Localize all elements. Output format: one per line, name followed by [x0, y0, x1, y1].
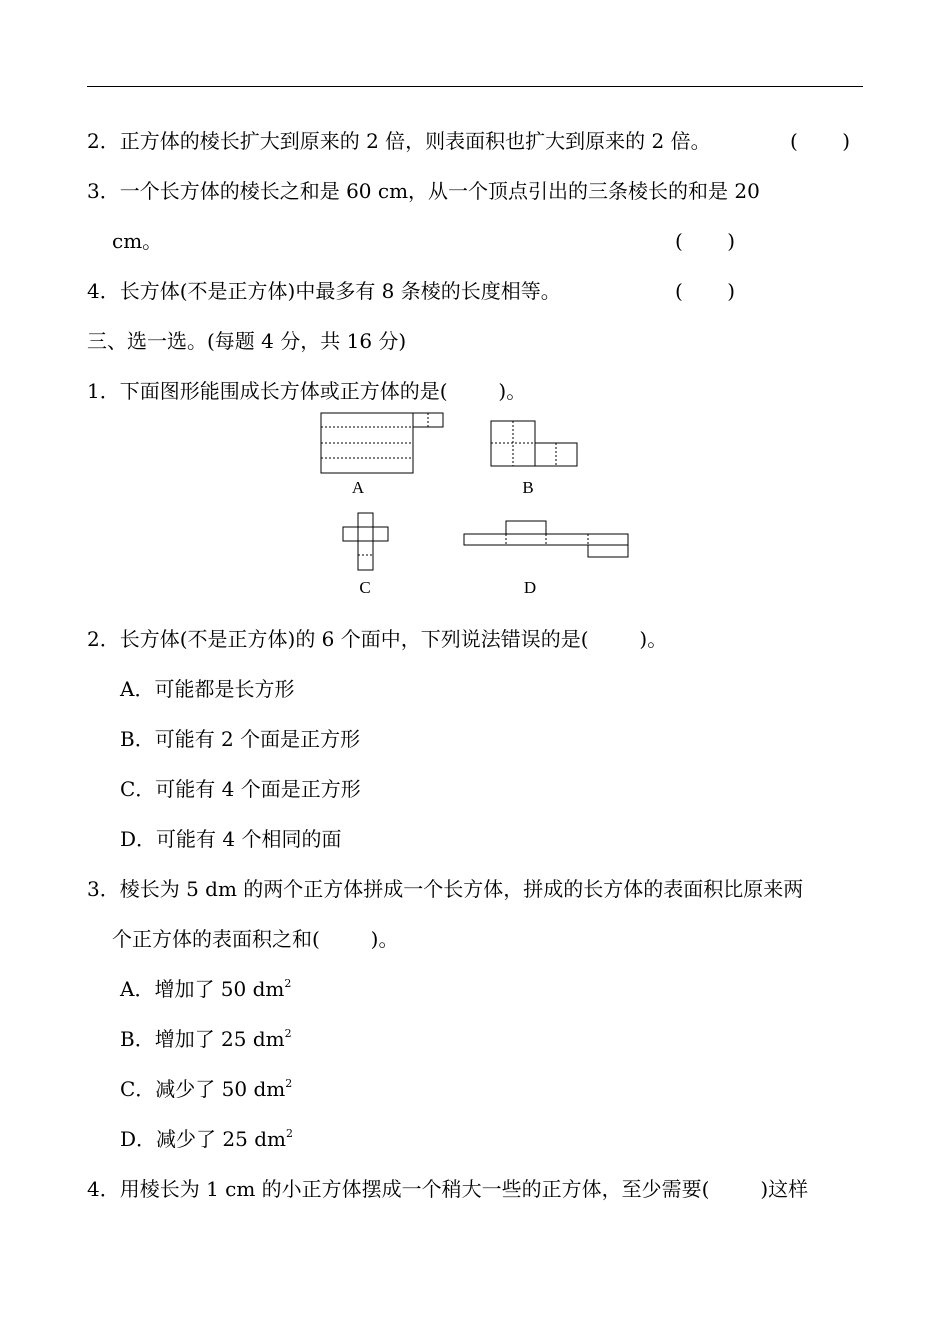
unit-exponent: 2	[285, 1127, 293, 1140]
net-b	[491, 421, 577, 466]
net-label-a: A	[351, 478, 365, 497]
unit-exponent: 2	[285, 1077, 293, 1090]
choice-q2-option-c[interactable]: C．可能有 4 个面是正方形	[120, 777, 361, 801]
choice-q2-text: 2．长方体(不是正方体)的 6 个面中，下列说法错误的是( )。	[87, 627, 668, 651]
unit-exponent: 2	[284, 1027, 292, 1040]
judge-q4-text: 4．长方体(不是正方体)中最多有 8 条棱的长度相等。	[87, 279, 561, 303]
choice-q2-option-d[interactable]: D．可能有 4 个相同的面	[120, 827, 342, 851]
choice-q2-option-a[interactable]: A．可能都是长方形	[120, 677, 295, 701]
net-d	[464, 521, 628, 557]
net-c	[343, 513, 388, 570]
unit-exponent: 2	[284, 977, 292, 990]
choice-q1-text: 1．下面图形能围成长方体或正方体的是( )。	[87, 379, 527, 403]
cube-nets-figure	[300, 405, 640, 600]
judge-q4-answer-blank[interactable]: ( )	[675, 279, 736, 303]
option-text: D．减少了 25 dm	[120, 1127, 286, 1151]
top-rule	[87, 86, 863, 87]
choice-q3-option-c[interactable]	[120, 1076, 292, 1102]
choice-q3-option-a[interactable]	[120, 976, 291, 1002]
option-text: B．增加了 25 dm	[120, 1027, 285, 1051]
choice-q3-option-d[interactable]	[120, 1126, 293, 1152]
section-title-choose: 三、选一选。(每题 4 分，共 16 分)	[87, 329, 407, 353]
judge-q3-answer-blank[interactable]: ( )	[675, 229, 736, 253]
net-label-b: B	[522, 478, 534, 497]
option-text: C．减少了 50 dm	[120, 1077, 286, 1101]
net-label-c: C	[359, 578, 371, 597]
choice-q4-text: 4．用棱长为 1 cm 的小正方体摆成一个稍大一些的正方体，至少需要( )这样	[87, 1177, 809, 1201]
choice-q2-option-b[interactable]: B．可能有 2 个面是正方形	[120, 727, 361, 751]
judge-q3-text: 3．一个长方体的棱长之和是 60 cm，从一个顶点引出的三条棱长的和是 20	[87, 179, 760, 203]
option-text: A．增加了 50 dm	[120, 977, 285, 1001]
judge-q2-answer-blank[interactable]: ( )	[790, 129, 851, 153]
net-a	[321, 413, 443, 473]
choice-q3-text: 3．棱长为 5 dm 的两个正方体拼成一个长方体，拼成的长方体的表面积比原来两	[87, 877, 804, 901]
choice-q3-option-b[interactable]	[120, 1026, 292, 1052]
choice-q3-continuation: 个正方体的表面积之和( )。	[112, 927, 399, 951]
judge-q2-text: 2．正方体的棱长扩大到原来的 2 倍，则表面积也扩大到原来的 2 倍。	[87, 129, 711, 153]
judge-q3-continuation: cm。	[112, 229, 163, 253]
net-label-d: D	[523, 578, 537, 597]
